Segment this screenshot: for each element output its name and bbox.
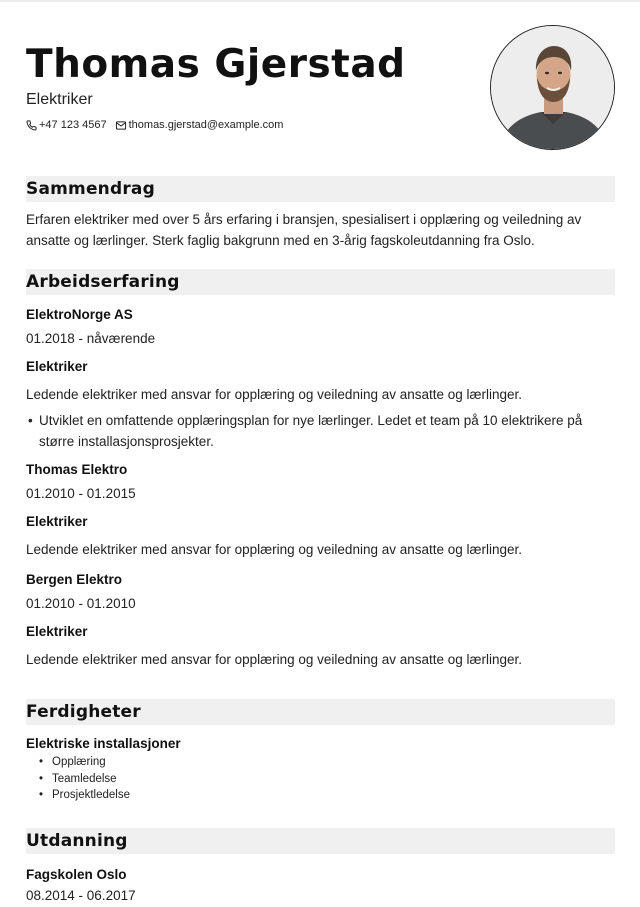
- summary-text: Erfaren elektriker med over 5 års erfaring i bransjen, spesialisert i opplæring og veiledning av ansatte og lærlinger. Sterk faglig bakgrunn med en 3-årig fagskoleutdanning fra Oslo.: [26, 212, 582, 248]
- phone-number: +47 123 4567: [39, 119, 107, 131]
- summary-section-heading: [26, 176, 615, 202]
- job-company: ElektroNorge AS: [26, 307, 133, 322]
- skill-item: • Opplæring: [26, 754, 130, 771]
- skill-item: • Prosjektledelse: [26, 787, 130, 804]
- skill-group-title: Elektriske installasjoner: [26, 736, 181, 751]
- job-period: 01.2010 - 01.2015: [26, 486, 136, 501]
- education-heading-text: Utdanning: [26, 831, 128, 851]
- skill-item: • Teamledelse: [26, 771, 130, 788]
- mail-icon: [115, 120, 127, 131]
- education-period: 08.2014 - 06.2017: [26, 888, 136, 903]
- education-school: Fagskolen Oslo: [26, 867, 127, 882]
- list-item: • Utviklet en omfattende opplæringsplan for nye lærlinger. Ledet et team på 10 elektrikere på større installasjonsprosjekter.: [26, 410, 616, 452]
- job-role: Elektriker: [26, 514, 88, 529]
- job-description: Ledende elektriker med ansvar for opplæring og veiledning av ansatte og lærlinger.: [26, 542, 523, 557]
- phone-contact[interactable]: [26, 119, 107, 131]
- job-role: Elektriker: [26, 359, 88, 374]
- experience-section-heading: [26, 269, 615, 295]
- contact-info: [26, 119, 486, 131]
- experience-heading-text: Arbeidserfaring: [26, 272, 180, 292]
- profile-photo: [490, 25, 615, 150]
- skill-list: [26, 754, 130, 804]
- job-period: 01.2018 - nåværende: [26, 331, 156, 346]
- skills-heading-text: Ferdigheter: [26, 702, 141, 722]
- job-achievements: [26, 410, 616, 452]
- portrait-illustration: [491, 26, 615, 150]
- resume-header: [26, 40, 486, 131]
- top-divider: [0, 0, 640, 2]
- job-description: Ledende elektriker med ansvar for opplæring og veiledning av ansatte og lærlinger.: [26, 652, 523, 667]
- candidate-title: Elektriker: [26, 91, 93, 108]
- job-company: Thomas Elektro: [26, 462, 128, 477]
- skills-section-heading: [26, 699, 615, 725]
- job-role: Elektriker: [26, 624, 88, 639]
- job-company: Bergen Elektro: [26, 572, 123, 587]
- candidate-name: Thomas Gjerstad: [26, 42, 406, 87]
- email-address: thomas.gjerstad@example.com: [128, 119, 284, 131]
- job-period: 01.2010 - 01.2010: [26, 596, 136, 611]
- job-description: Ledende elektriker med ansvar for opplæring og veiledning av ansatte og lærlinger.: [26, 387, 523, 402]
- education-section-heading: [26, 828, 615, 854]
- phone-icon: [26, 120, 37, 131]
- email-contact[interactable]: [115, 119, 284, 131]
- summary-heading-text: Sammendrag: [26, 179, 155, 199]
